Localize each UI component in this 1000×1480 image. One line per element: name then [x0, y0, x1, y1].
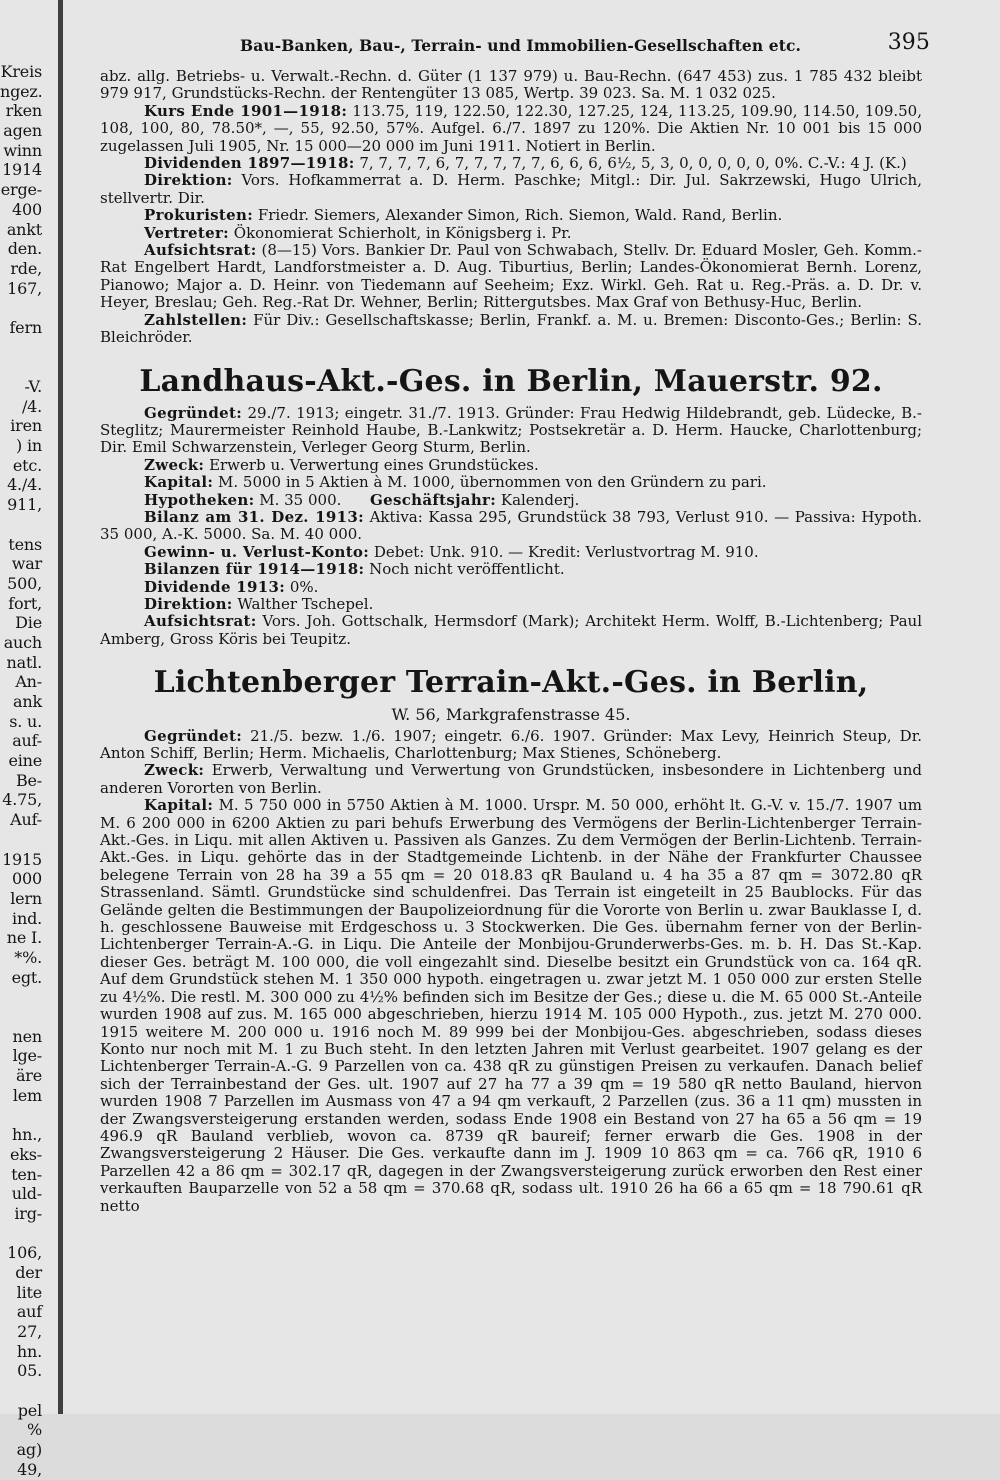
running-head: Bau-Banken, Bau-, Terrain- und Immobilien-Gesellschaften etc. — [240, 36, 802, 55]
margin-fragment — [0, 1381, 42, 1401]
direktion-label: Direktion: — [144, 171, 233, 190]
margin-fragment — [0, 1105, 42, 1125]
margin-fragment — [0, 1224, 42, 1244]
margin-fragment — [0, 338, 42, 358]
company-title-lichtenberger: Lichtenberger Terrain-Akt.-Ges. in Berlin, — [153, 665, 869, 701]
aufsichtsrat-label-landhaus: Aufsichtsrat: — [144, 612, 257, 631]
margin-fragment: iren — [10, 416, 42, 436]
margin-fragment: natl. — [6, 652, 42, 672]
gegruendet-entry — [100, 405, 922, 457]
continuation-paragraph: abz. allg. Betriebs- u. Verwalt.-Rechn. d. Güter (1 137 979) u. Bau-Rechn. (647 453) zus. 1 785 432 bleibt 979 917, Grundstücks-Rechn. der Rentengüter 13 085, Wertp. 39 023. Sa. M. 1 032 025. — [100, 67, 922, 103]
column-divider — [58, 0, 63, 1414]
margin-fragment: fort, — [8, 593, 42, 613]
margin-fragment: Die — [15, 613, 42, 633]
hypotheken-label: Hypotheken: — [144, 490, 255, 509]
left-margin-fragments — [0, 62, 43, 1479]
margin-fragment: lite — [16, 1282, 42, 1302]
margin-fragment: ag) — [16, 1440, 42, 1460]
vertreter-text: Ökonomierat Schierholt, in Königsberg i. Pr. — [233, 223, 572, 242]
company-address: W. 56, Markgrafenstrasse 45. — [391, 705, 631, 725]
gegruendet-text: 29./7. 1913; eingetr. 31./7. 1913. Gründer: Frau Hedwig Hildebrandt, geb. Lüdecke, B.-Steglitz; Maurermeister Reinhold Haube, B.-Lankwitz; Postsekretär a. D. Herm. Haucke, Charlottenburg; Dir. Emil Schwarzenstein, Verleger Georg Sturm, Berlin. — [100, 403, 922, 457]
bilanz-text: Aktiva: Kassa 295, Grundstück 38 793, Verlust 910. — Passiva: Hypoth. 35 000, A.-K. 5000. Sa. M. 40 000. — [100, 507, 922, 544]
bilanz-entry — [100, 509, 922, 544]
margin-fragment: /4. — [21, 396, 42, 416]
direktion-text-landhaus: Walther Tschepel. — [237, 594, 374, 613]
margin-fragment: nen — [12, 1026, 42, 1046]
dividenden-entry — [100, 155, 922, 172]
margin-fragment: An- — [15, 672, 42, 692]
margin-fragment: ankt — [6, 219, 42, 239]
aufsichtsrat-text-landhaus: Vors. Joh. Gottschalk, Hermsdorf (Mark); Architekt Herm. Wolff, B.-Lichtenberg; Paul Amberg, Gross Köris bei Teupitz. — [100, 612, 922, 648]
margin-fragment: rken — [5, 101, 42, 121]
margin-fragment: 1914 — [2, 160, 42, 180]
margin-fragment: eks- — [10, 1144, 42, 1164]
kurs-label: Kurs Ende 1901—1918: — [144, 101, 348, 120]
kapital-text: M. 5000 in 5 Aktien à M. 1000, übernommen von den Gründern zu pari. — [218, 473, 767, 492]
margin-fragment: irg- — [14, 1203, 42, 1223]
margin-fragment: lge- — [12, 1046, 42, 1066]
prokuristen-text: Friedr. Siemers, Alexander Simon, Rich. Siemon, Wald. Rand, Berlin. — [257, 206, 783, 225]
hypotheken-entry — [100, 492, 922, 509]
kurs-text: 113.75, 119, 122.50, 122.30, 127.25, 124, 113.25, 109.90, 114.50, 109.50, 108, 100, 80, 78.50*, —, 55, 92.50, 57%. Aufgel. 6./7. 1897 zu 120%. Die Aktien Nr. 10 001 bis 15 000 zugelassen Juli 1905, Nr. 15 000—20 000 im Juni 1911. Notiert in Berlin. — [100, 101, 922, 155]
margin-fragment: *%. — [14, 947, 42, 967]
margin-fragment: Kreis — [0, 62, 42, 81]
direktion-text: Vors. Hofkammerrat a. D. Herm. Paschke; Mitgl.: Dir. Jul. Sakrzewski, Hugo Ulrich, stellvertr. Dir. — [100, 171, 922, 207]
margin-fragment: fern — [9, 317, 42, 337]
kapital-entry — [100, 474, 922, 491]
margin-fragment: den. — [7, 239, 42, 259]
aufsichtsrat-entry-landhaus — [100, 613, 922, 648]
kapital-label: Kapital: — [144, 473, 214, 492]
bilanzen-text: Noch nicht veröffentlicht. — [369, 560, 565, 579]
margin-fragment: 400 — [12, 199, 42, 219]
kapital-entry-lichtenberger — [100, 797, 922, 1215]
margin-fragment: 4.75, — [2, 790, 42, 810]
margin-fragment: 27, — [17, 1322, 42, 1341]
aufsichtsrat-text: (8—15) Vors. Bankier Dr. Paul von Schwabach, Stellv. Dr. Eduard Mosler, Geh. Komm.-Rat Engelbert Hardt, Landforstmeister a. D. Aug. Tiburtius, Berlin; Landes-Ökonomierat Bernh. Lorenz, Pianowo; Major a. D. Heinr. von Tiedemann auf Seeheim; Exz. Wirkl. Geh. Rat u. Reg.-Präs. a. D. Dr. v. Heyer, Breslau; Geh. Reg.-Rat Dr. Wehner, Berlin; Rittergutsbes. Max Graf von Bethusy-Huc, Berlin. — [100, 241, 922, 312]
zweck-entry — [100, 457, 922, 474]
company-title-landhaus: Landhaus-Akt.-Ges. in Berlin, Mauerstr. 92. — [139, 363, 883, 399]
margin-fragment: 500, — [7, 573, 42, 593]
gegruendet-text-lichtenberger: 21./5. bezw. 1./6. 1907; eingetr. 6./6. 1907. Gründer: Max Levy, Heinrich Steup, Dr. Anton Schiff, Berlin; Herm. Michaelis, Charlottenburg; Max Stienes, Schöneberg. — [100, 726, 922, 762]
margin-fragment: 106, — [7, 1243, 42, 1263]
margin-fragment: ind. — [12, 908, 42, 928]
margin-fragment: % — [26, 1420, 42, 1440]
margin-fragment: hn. — [16, 1341, 42, 1361]
margin-fragment — [0, 357, 42, 377]
gegruendet-label-lichtenberger: Gegründet: — [144, 726, 243, 745]
margin-fragment: lem — [12, 1085, 42, 1105]
margin-fragment: winn — [3, 140, 42, 160]
margin-fragment: ne I. — [6, 928, 42, 948]
margin-fragment: ank — [13, 692, 42, 711]
margin-fragment: auf — [16, 1302, 42, 1322]
margin-fragment: 000 — [12, 869, 42, 889]
margin-fragment: 4./4. — [7, 475, 42, 495]
page-number: 395 — [887, 30, 930, 55]
margin-fragment: s. u. — [9, 711, 42, 731]
margin-fragment: -V. — [24, 377, 42, 396]
bilanzen-label: Bilanzen für 1914—1918: — [144, 560, 365, 579]
margin-fragment: 05. — [17, 1361, 42, 1381]
margin-fragment — [0, 298, 42, 318]
margin-fragment — [0, 830, 42, 850]
margin-fragment: tens — [8, 534, 42, 554]
margin-fragment: erge- — [0, 180, 42, 200]
kurs-entry — [100, 103, 922, 155]
margin-fragment — [0, 1007, 42, 1027]
dividende-label: Dividende 1913: — [144, 577, 286, 596]
margin-fragment — [0, 515, 42, 535]
bilanz-label: Bilanz am 31. Dez. 1913: — [144, 507, 364, 526]
main-text — [100, 68, 922, 1215]
kapital-text-lichtenberger: M. 5 750 000 in 5750 Aktien à M. 1000. Urspr. M. 50 000, erhöht lt. G.-V. v. 15./7. 1907 um M. 6 200 000 in 6200 Aktien zu pari behufs Erwerbung des Vermögens der Berlin-Lichtenberger Terrain-Akt.-Ges. in Liqu. mit allen Aktiven u. Passiven als Ganzes. Zu dem Vermögen der Berlin-Lichtenb. Terrain-Akt.-Ges. in Liqu. gehörte das in der Stadtgemeinde Lichtenb. in der Nähe der Frankfurter Chaussee belegene Terrain von 28 ha 39 a 55 qm = 20 018.83 qR Bauland u. 4 ha 35 a 87 qm = 3072.80 qR Strassenland. Sämtl. Grundstücke sind schuldenfrei. Das Terrain ist eingeteilt in 25 Baublocks. Für das Gelände gelten die Bestimmungen der Baupolizeiordnung für die Vororte von Berlin u. zwar Bauklasse I, d. h. geschlossene Bauweise mit Erdgeschoss u. 3 Stockwerken. Die Ges. übernahm ferner von der Berlin-Lichtenberger Terrain-A.-G. in Liqu. Die Anteile der Monbijou-Grunderwerbs-Ges. m. b. H. Das St.-Kap. dieser Ges. beträgt M. 100 000, die voll eingezahlt sind. Dieselbe besitzt ein Grundstück von ca. 164 qR. Auf dem Grundstück stehen M. 1 350 000 hypoth. eingetragen u. zwar jetzt M. 1 050 000 zur ersten Stelle zu 4½%. Die restl. M. 300 000 zu 4½% befinden sich im Besitze der Ges.; diese u. die M. 65 000 St.-Anteile wurden 1908 auf zus. M. 165 000 abgeschrieben, hierzu 1914 M. 105 000 Hypoth., zus. jetzt M. 270 000. 1915 weitere M. 200 000 u. 1916 noch M. 89 999 bei der Monbijou-Ges. abgeschrieben, sodass dieses Konto nur noch mit M. 1 zu Buch steht. In den letzten Jahren mit Verlust gearbeitet. 1907 gelang es der Lichtenberger Terrain-A.-G. 9 Parzellen von ca. 438 qR zu günstigen Preisen zu verkaufen. Danach belief sich der Terrainbestand der Ges. ult. 1907 auf 27 ha 77 a 39 qm = 19 580 qR netto Bauland, hiervon wurden 1908 7 Parzellen im Ausmass von 47 a 94 qm verkauft, 2 Parzellen (zus. 36 a 11 qm) mussten in der Zwangsversteigerung erstanden werden, sodass Ende 1908 ein Bestand von 27 ha 65 a 56 qm = 19 496.9 qR Bauland verblieb, wovon ca. 8739 qR baureif; ferner erwarb die Ges. 1908 in der Zwangsversteigerung 2 Häuser. Die Ges. verkaufte dann im J. 1909 10 863 qm = ca. 766 qR, 1910 6 Parzellen 42 a 86 qm = 302.17 qR, dagegen in der Zwangsversteigerung zurück erworben den Rest einer verkauften Bauparzelle von 52 a 58 qm = 370.68 qR, sodass ult. 1910 26 ha 66 a 65 qm = 18 790.61 qR netto — [100, 796, 922, 1215]
margin-fragment: der — [15, 1262, 42, 1282]
margin-fragment: ngez. — [0, 81, 43, 101]
kapital-label-lichtenberger: Kapital: — [144, 796, 214, 815]
gewinn-verlust-entry — [100, 544, 922, 561]
dividende-text: 0%. — [289, 577, 319, 596]
zweck-text-lichtenberger: Erwerb, Verwaltung und Verwertung von Grundstücken, insbesondere in Lichtenberg und anderen Vororten von Berlin. — [100, 761, 922, 797]
margin-fragment: äre — [15, 1066, 42, 1086]
margin-fragment: 1915 — [2, 849, 42, 869]
margin-fragment: Be- — [15, 770, 42, 790]
margin-fragment: rde, — [10, 258, 42, 278]
prokuristen-label: Prokuristen: — [144, 206, 254, 225]
zahlstellen-text: Für Div.: Gesellschaftskasse; Berlin, Frankf. a. M. u. Bremen: Disconto-Ges.; Berlin: S. Bleichröder. — [100, 310, 922, 347]
dividenden-label: Dividenden 1897—1918: — [144, 154, 355, 173]
zahlstellen-label: Zahlstellen: — [144, 310, 248, 329]
bilanzen-entry — [100, 561, 922, 578]
margin-fragment: lern — [10, 888, 42, 908]
geschaeftsjahr-text: Kalenderj. — [500, 490, 580, 509]
direktion-entry — [100, 172, 922, 207]
margin-fragment: pel — [17, 1400, 42, 1420]
margin-fragment: ten- — [11, 1164, 42, 1184]
prokuristen-entry — [100, 207, 922, 224]
margin-fragment: war — [11, 554, 42, 574]
margin-fragment: 167, — [7, 278, 42, 298]
zweck-entry-lichtenberger — [100, 762, 922, 797]
margin-fragment: eine — [8, 751, 42, 771]
aufsichtsrat-label: Aufsichtsrat: — [144, 241, 257, 260]
geschaeftsjahr-label: Geschäftsjahr: — [370, 490, 497, 509]
zweck-text: Erwerb u. Verwertung eines Grundstückes. — [209, 455, 539, 474]
margin-fragment — [0, 987, 42, 1007]
margin-fragment: ) in — [16, 436, 42, 456]
aufsichtsrat-entry — [100, 242, 922, 312]
direktion-entry-landhaus — [100, 596, 922, 613]
hypotheken-text: M. 35 000. — [259, 490, 342, 509]
margin-fragment: auf- — [12, 731, 42, 751]
margin-fragment: Auf- — [10, 810, 42, 830]
gewinn-verlust-label: Gewinn- u. Verlust-Konto: — [144, 542, 370, 561]
margin-fragment: 49, — [17, 1459, 42, 1479]
direktion-label-landhaus: Direktion: — [144, 594, 233, 613]
zahlstellen-entry — [100, 312, 922, 347]
margin-fragment: 911, — [7, 495, 42, 515]
vertreter-label: Vertreter: — [144, 223, 229, 242]
vertreter-entry — [100, 225, 922, 242]
margin-fragment: egt. — [11, 967, 42, 987]
margin-fragment: uld- — [11, 1184, 42, 1204]
page-header — [240, 30, 930, 64]
margin-fragment: etc. — [12, 455, 42, 475]
margin-fragment: agen — [3, 121, 42, 141]
dividende-entry — [100, 579, 922, 596]
gegruendet-label: Gegründet: — [144, 403, 243, 422]
gegruendet-entry-lichtenberger — [100, 728, 922, 763]
margin-fragment: hn., — [12, 1125, 42, 1145]
zweck-label-lichtenberger: Zweck: — [144, 761, 205, 780]
gewinn-verlust-text: Debet: Unk. 910. — Kredit: Verlustvortrag M. 910. — [373, 542, 759, 561]
dividenden-text: 7, 7, 7, 7, 6, 7, 7, 7, 7, 7, 6, 6, 6, 6½, 5, 3, 0, 0, 0, 0, 0, 0%. C.-V.: 4 J. (K.) — [359, 154, 907, 173]
margin-fragment: auch — [3, 632, 42, 652]
zweck-label: Zweck: — [144, 455, 205, 474]
